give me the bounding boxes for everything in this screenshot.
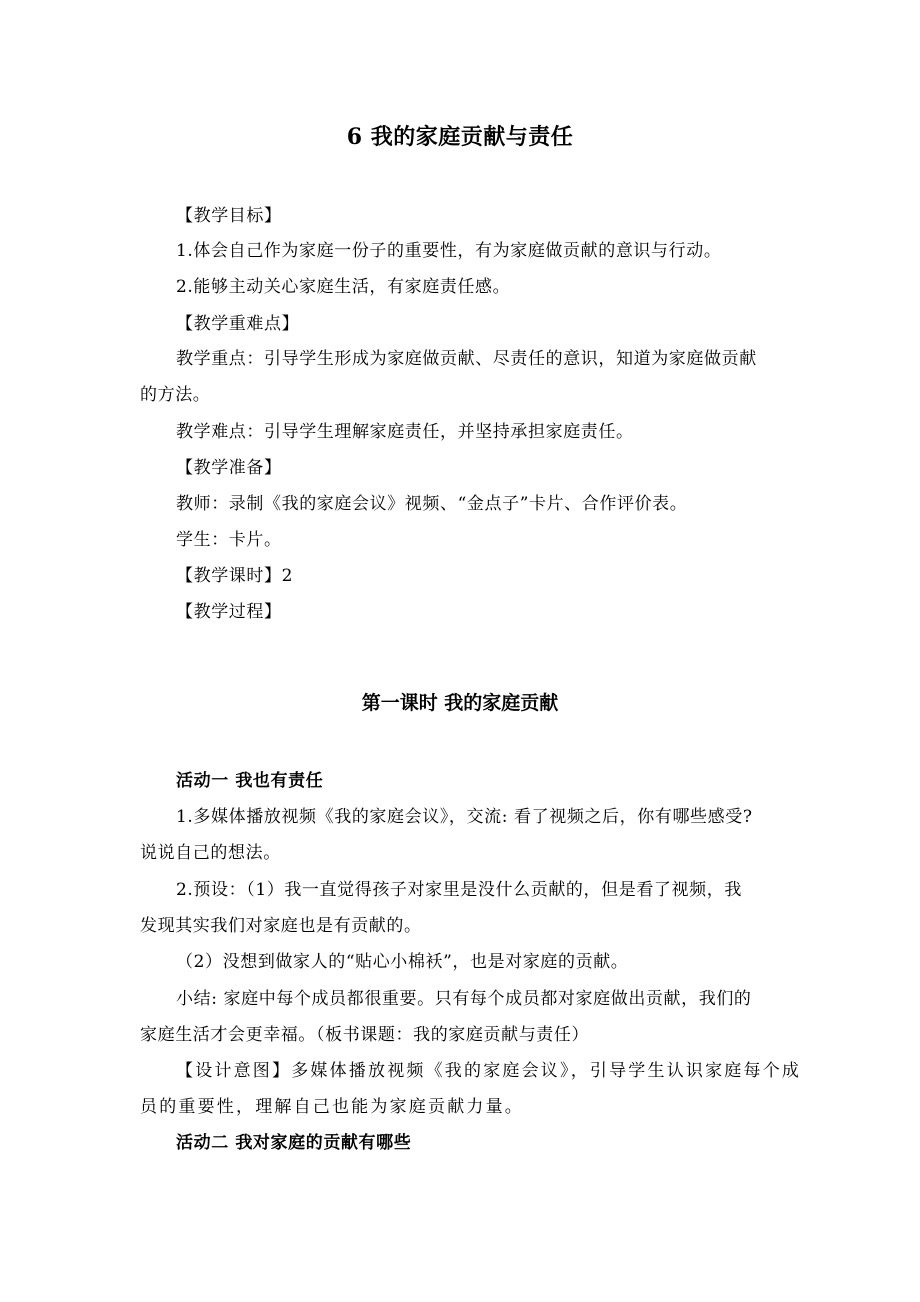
lesson-title: 第一课时 我的家庭贡献 [361,692,559,714]
process-heading: 【教学过程】 [176,602,282,622]
activity-1-heading: 活动一 我也有责任 [176,771,324,791]
activity-1-p2-line-1: 2.预设：（1）我一直觉得孩子对家里是没什么贡献的，但是看了视频，我 [176,880,742,900]
activity-1-p1-line-2: 说说自己的想法。 [140,843,281,863]
activity-1-design-line-2: 员的重要性，理解自己也能为家庭贡献力量。 [140,1097,524,1117]
activity-1-p3: （2）没想到做家人的“贴心小棉袄”，也是对家庭的贡献。 [176,952,629,972]
activity-1-summary-line-2: 家庭生活才会更幸福。（板书课题：我的家庭贡献与责任） [140,1025,590,1045]
prep-teacher: 教师：录制《我的家庭会议》视频、“金点子”卡片、合作评价表。 [176,494,688,514]
activity-1-design-line-1: 【设计意图】多媒体播放视频《我的家庭会议》，引导学生认识家庭每个成 [176,1061,802,1081]
prep-heading: 【教学准备】 [176,458,282,478]
lesson-hours: 【教学课时】2 [176,566,294,586]
keypoint-difficulty: 教学难点：引导学生理解家庭责任，并坚持承担家庭责任。 [176,422,634,442]
keypoints-heading: 【教学重难点】 [176,314,300,334]
activity-1-p1-line-1: 1.多媒体播放视频《我的家庭会议》，交流: 看了视频之后，你有哪些感受? [176,807,753,827]
goal-2: 2.能够主动关心家庭生活，有家庭责任感。 [176,277,511,297]
activity-2-heading: 活动二 我对家庭的贡献有哪些 [176,1133,412,1153]
goals-heading: 【教学目标】 [176,206,282,226]
prep-student: 学生：卡片。 [176,530,282,550]
activity-1-summary-line-1: 小结: 家庭中每个成员都很重要。只有每个成员都对家庭做出贡献，我们的 [176,989,752,1009]
activity-1-p2-line-2: 发现其实我们对家庭也是有贡献的。 [140,916,422,936]
document-title: 6 我的家庭贡献与责任 [346,124,574,150]
keypoint-focus-line-2: 的方法。 [140,385,211,405]
goal-1: 1.体会自己作为家庭一份子的重要性，有为家庭做贡献的意识与行动。 [176,241,722,261]
keypoint-focus-line-1: 教学重点：引导学生形成为家庭做贡献、尽责任的意识，知道为家庭做贡献 [176,349,757,369]
